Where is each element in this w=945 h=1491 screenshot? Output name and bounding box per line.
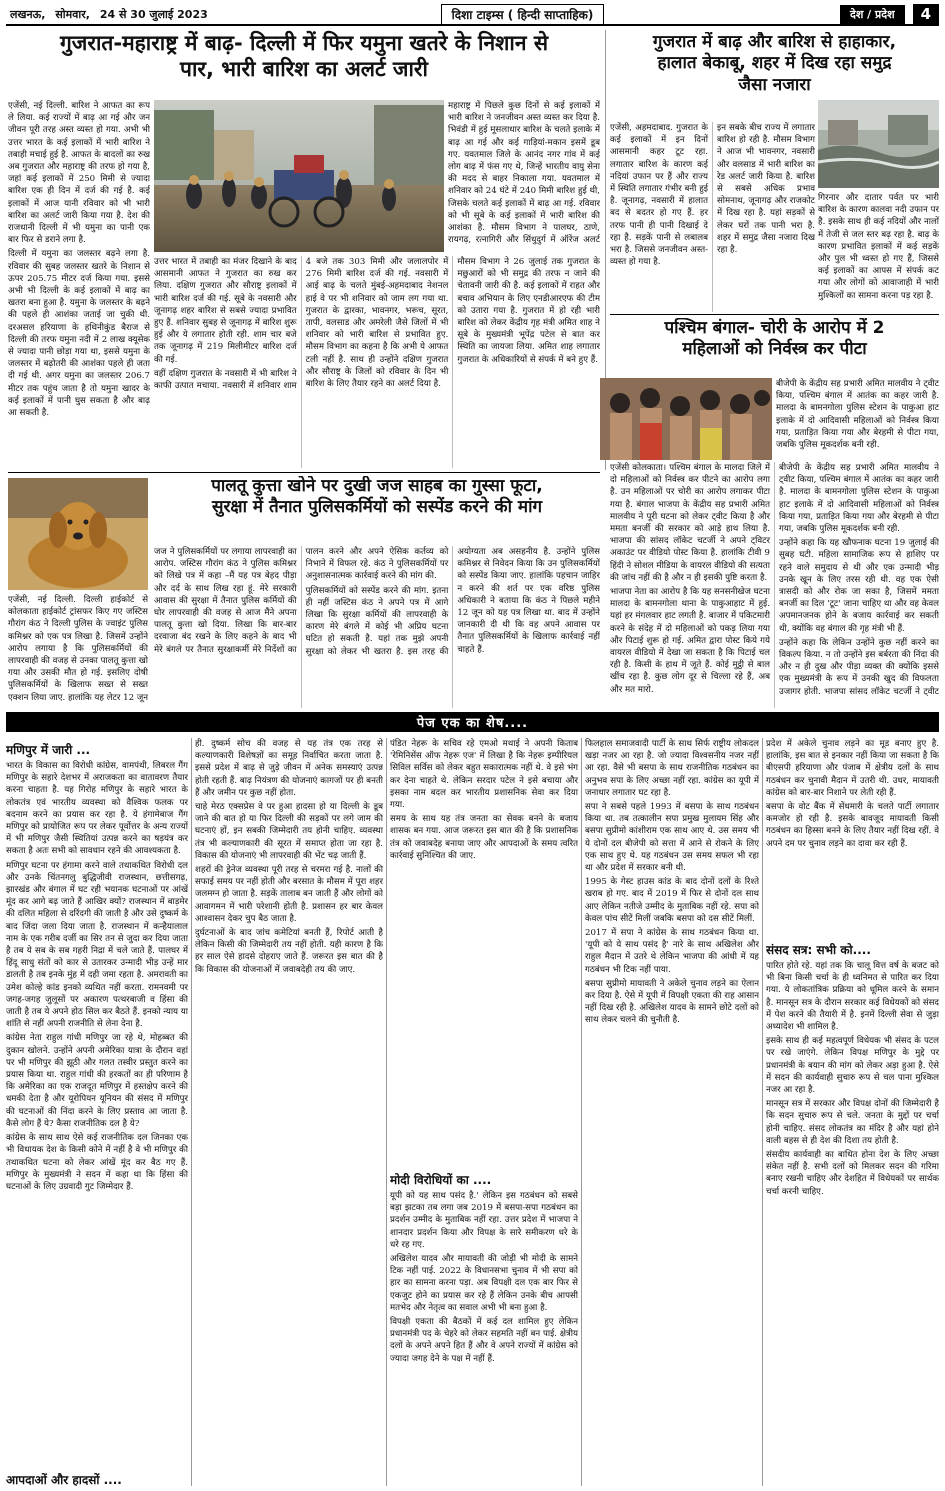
manipur-column (6, 738, 188, 1486)
story4-body (154, 546, 600, 708)
modi-heading: मोदी विरोधियों का .... (390, 1173, 492, 1187)
story3-para-1: एजेंसी कोलकाता। पश्चिम बंगाल के मालदा जिले में दो महिलाओं को निर्वस्त्र कर पीटने का आरोप लगा है. उन महिलाओं पर चोरी का आरोप लगाकर पीटा गया है. बंगाल भाजपा के केंद्रीय सह प्रभारी अमित मालवीय ने पूरी घटना को लेकर ट्वीट किया है और ममता बनर्जी की सरकार को आड़े हाथ लिया है. भाजपा की सांसद लॉकेट चटर्जी ने अपने ट्विटर अकाउंट पर वीडियो पोस्ट किया है. हालांकि टीवी 9 हिंदी ने सोशल मीडिया के वायरल वीडियो की सत्यता की जांच नहीं की है और न ही इसकी पुष्टि करता है. (610, 463, 770, 583)
story4-para-1: एजेंसी, नई दिल्ली. दिल्ली हाईकोर्ट से कोलकाता हाईकोर्ट ट्रांसफर किए गए जस्टिस गौरांग कंठ ने दिल्ली पुलिस के ज्वाइंट पुलिस कमिश्नर को एक पत्र लिखा है. जिसमें उन्होंने आरोप लगाया है कि पुलिसकर्मियों की लापरवाही की वजह से उनका पालतू कुत्ता खो गया और उसकी मौत हो गई. इसलिए दोषी पुलिसकर्मियों के खिलाफ सख्त से सख्त एक्शन लिया जाए. हालांकि यह लेटर 12 जून (8, 595, 148, 703)
story1-para-4: वहीं दक्षिण गुजरात के नवसारी में भी बारिश ने काफी उत्पात मचाया. नवसारी में शनिवार शाम 4 बजे तक 303 मिमी और जलालपोर में 276 मिमी बारिश दर्ज की गई. नवसारी में आई बाढ़ के चलते मुंबई-अहमदाबाद नेशनल हाई वे पर भी शनिवार को जाम लग गया था. गुजरात के द्वारका, भावनगर, भरूच, सूरत, तापी, वलसाड और अमरेली जैसे जिलों में भी शनिवार को भारी बारिश से प्रभावित हुए. मौसम विभाग का कहना है कि अभी ये आफत टली नहीं है. साथ ही उन्होंने दक्षिण गुजरात और सौराष्ट्र के जिलों को रविवार के दिन भी बारिश के लिए तैयार रहने का अलर्ट दिया है. (154, 257, 449, 392)
story1-col-c (448, 100, 600, 254)
paper-name: दिशा टाइम्स ( हिन्दी साप्ताहिक) (441, 4, 605, 25)
story1-para-1: एजेंसी, नई दिल्ली. बारिश ने आफत का रूप ले लिया. कई राज्यों में बाढ़ आ गई और जन जीवन पूरी तरह अस्त व्यस्त हो गया. अभी भी उत्तर भारत के कई इलाकों में भारी बारिश ने तबाही मचाई हुई है. आफत के बादलों का रुख अब गुजरात और महाराष्ट्र की तरफ हो गया है, जहां कई इलाकों में 250 मिमी से ज्यादा बारिश एक ही दिन में दर्ज की गई है. कई इलाकों में आज यानी रविवार को भी भारी बारिश का अलर्ट जारी किया गया है. देश की राजधानी दिल्ली में भी यमुना का पानी एक बार फिर से डराने लगा है. (8, 101, 150, 246)
divider-h-story3 (610, 314, 939, 315)
story3-para-3: बीजेपी के केंद्रीय सह प्रभारी अमित मालवीय ने ट्वीट किया, पश्चिम बंगाल में आतंक का कहर जारी है. मालदा के बामनगोला पुलिस स्टेशन के पाकुआ हाट इलाके में दो आदिवासी महिलाओं को निर्वस्त्र किया गया, प्रताड़ित किया गया और बेरहमी से पीटा गया, जबकि पुलिस मूकदर्शक बनी रही. (779, 463, 939, 535)
story4-headline (154, 476, 600, 542)
modi-section (390, 1168, 578, 1486)
section-tag: देश / प्रदेश (840, 5, 905, 24)
far-right-column (766, 738, 939, 934)
story3-headline-line1: पश्चिम बंगाल- चोरी के आरोप में 2 (664, 318, 885, 338)
middle-para-4: दुर्घटनाओं के बाद जांच कमेटियां बनती हैं, रिपोर्ट आती है लेकिन किसी की जिम्मेदारी तय नहीं होती. यही कारण है कि हर साल ऐसे हादसे दोहराए जाते हैं. जरूरत इस बात की है कि विकास की योजनाओं में जवाबदेही तय की जाए. (195, 928, 383, 975)
story2-para-3: गिरनार और दातार पर्वत पर भारी बारिश के कारण कालवा नदी उफान पर है. इसके साथ ही कई नदियों और नालों में तेजी से जल स्तर बढ़ रहा है. बाढ़ के कारण प्रभावित इलाकों में कई सड़कें और पुल भी ध्वस्त हो गए हैं, जिससे कई इलाकों का आपस में संपर्क कट गया और लोगों को आवाजाही में भारी मुश्किलों का सामना करना पड़ रहा है. (818, 193, 939, 301)
sansad-section (766, 938, 939, 1486)
middle-para-6: समय के साथ यह तंत्र जनता का सेवक बनने के बजाय शासक बन गया. आज जरूरत इस बात की है कि प्रशासनिक तंत्र को जवाबदेह बनाया जाए और आपदाओं के समय त्वरित कार्रवाई सुनिश्चित की जाए. (390, 814, 578, 861)
right-para-1: फिलहाल समाजवादी पार्टी के साथ सिर्फ राष्ट्रीय लोकदल खड़ा नजर आ रहा है. जो ज्यादा विश्वसनीय नजर नहीं आ रहा. वैसे भी बसपा के साथ राजनीतिक गठबंधन का अनुभव सपा के लिए अच्छा नहीं रहा. कांग्रेस का यूपी में जनाधार लगातार घट रहा है. (585, 739, 759, 798)
story1-headline-line2: पार, भारी बारिश का अलर्ट जारी (180, 57, 428, 82)
story4-headline-line2: सुरक्षा में तैनात पुलिसकर्मियों को सस्पेंड करने की मांग (211, 497, 543, 518)
story1-col-b (154, 256, 600, 468)
story2-para-2: इन सबके बीच राज्य में लगातार बारिश हो रही है. मौसम विभाग ने आज भी भावनगर, नवसारी और वलसाड में भारी बारिश का रेड अलर्ट जारी किया है. बारिश से सबसे अधिक प्रभाव सोमनाथ, जूनागढ़ और राजकोट में दिख रहा है. यहां सड़कों से लेकर घरों तक पानी भरा है. शहर में समुद्र जैसा नजारा दिख रहा है. (717, 123, 815, 256)
story4-para-2: जज ने पुलिसकर्मियों पर लगाया लापरवाही का आरोप. जस्टिस गौरांग कंठ ने पुलिस कमिश्नर को लिखे पत्र में कहा –मैं यह पत्र बेहद पीड़ा और दर्द के साथ लिख रहा हूं. मेरे सरकारी आवास की सुरक्षा में तैनात पुलिस कर्मियों की घोर लापरवाही की वजह से आज मैंने अपना पालतू कुत्ता खो दिया. लिखा कि बार-बार दरवाजा बंद रखने के लिए कहने के बाद भी मेरे बंगले पर तैनात सुरक्षाकर्मी मेरे निर्देशों का पालन करने और अपने ऐसिक कर्तव्य को निभाने में विफल रहे. कंठ ने पुलिसकर्मियों पर अनुशासनात्मक कार्रवाई करने की मांग की. (154, 547, 449, 655)
manipur-para-2: मणिपुर घटना पर हंगामा करने वाले तथाकथित विरोधी दल और उनके चिंतनगलु बुद्धिजीवी राजस्थान, छत्तीसगढ़, झारखंड और बंगाल में घट रही भयानक घटनाओं पर आंखें मूंद कर आगे बढ़ जाते हैं आखिर क्यों? राजस्थान में बाड़मेर की दलित महिला से दरिंदगी की जाती है और उसे दुष्कर्म के बाद जिंदा जला दिया जाता है. राजस्थान में कन्हैयालाल नाम के एक गरीब दर्जी का सिर तन से जुदा कर दिया जाता है तब ये सब के सब गहरी निद्रा में चले जाते हैं. पालघर में हिंदू साधु संतों को कार से उतारकर उन्मादी भीड़ उन्हें मार डालती है तब इनके मुंह में दही जमा रहता है. अमरावती का उमेश कोल्हे कांड इनको व्यथित नहीं करता. रामनवमी पर जगह-जगह जुलूसों पर अकारण पत्थरबाजी व हिंसा की जाती है तब ये अपने होठ सिल कर बैठते हैं. इनको न्याय या शांति से नहीं अपनी राजनीति से लेना देना है. (6, 860, 188, 1030)
story2-headline-line1: गुजरात में बाढ़ और बारिश से हाहाकार, (652, 32, 897, 52)
story1-para-6: महाराष्ट्र में पिछले कुछ दिनों से कई इलाकों में भारी बारिश ने जनजीवन अस्त व्यस्त कर दिया है. भिवंडी में हुई मूसलाधार बारिश के चलते इलाके में बाढ़ आ गई और कई गाड़ियां-मकान इसमें डूब गए. यवतमाल जिले के आनंद नगर गांव में कई लोग बाढ़ में फंस गए थे, जिन्हें भारतीय वायु सेना की मदद से बाहर निकाला गया. यवतमाल में शनिवार को 24 घंटे में 240 मिमी बारिश हुई थी, जिसके चलते कई इलाकों में बाढ़ आ गई. रविवार को भी सूबे के कई इलाकों में भारी बारिश की आशंका है. मौसम विभाग ने पालघर, ठाणे, रायगढ़, रत्नागिरी और सिंधुदुर्ग में ऑरेंज अलर्ट (448, 101, 600, 246)
manipur-para-3: कांग्रेस नेता राहुल गांधी मणिपुर जा रहे थे, मोहब्बत की दुकान खोलने. उन्होंने अपनी अमेरिका यात्रा के दौरान वहां पर भी मणिपुर की झूठी और गलत तस्वीर प्रस्तुत करने का प्रयास किया था. राहुल गांधी की हरकतों का ही परिणाम है कि अमेरिका का एक राजदूत मणिपुर में हस्तक्षेप करने की धमकी देता है और यूरोपियन यूनियन की संसद में मणिपुर की घटनाओं की निंदा करने के लिए प्रस्ताव आ जाता है. कैसे लोग हैं ये? कैसा राजनीतिक दल है ये? (6, 1033, 188, 1129)
middle-para-3: शहरों की ड्रेनेज व्यवस्था पूरी तरह से चरमरा गई है. नालों की सफाई समय पर नहीं होती और बरसात के मौसम में पूरा शहर जलमग्न हो जाता है. सड़कें तालाब बन जाती हैं और लोगों को आवागमन में भारी परेशानी होती है. प्रशासन हर बार केवल आश्वासन देकर चुप बैठ जाता है. (195, 865, 383, 924)
sansad-heading: संसद सत्र: सभी को.... (766, 943, 871, 957)
middle-para-5: पंडित नेहरू के सचिव रहे एमओ मथाई ने अपनी किताब 'रेमिनिसेंस ऑफ नेहरू एज' में लिखा है कि नेहरू इम्पीरियल सिविल सर्विस को लेकर बहुत सकारात्मक नहीं थे. वे इसे भंग कर देना चाहते थे. लेकिन सरदार पटेल ने इसे बचाया और इसका नाम बदल कर भारतीय प्रशासनिक सेवा कर दिया गया. (390, 739, 578, 811)
masthead-right (789, 4, 939, 24)
middle-column-2 (390, 738, 578, 1163)
story4-headline-line1: पालतू कुत्ता खोने पर दुखी जज साहब का गुस्सा फूटा, (211, 476, 543, 496)
manipur-para-4: कांग्रेस के साथ साथ ऐसे कई राजनीतिक दल जिनका एक भी विधायक देश के किसी कोने में नहीं है वे भी मणिपुर की तथाकथित घटना को लेकर आंखें मूंद कर बैठ गए हैं. मणिपुर के मुख्यमंत्री ने सदन में कहा था कि हिंसा की घटनाओं के लिए उग्रवादी गुट जिम्मेदार हैं. (6, 1133, 188, 1192)
far-right-para-1: प्रदेश में अकेले चुनाव लड़ने का मूड बनाए हुए है. हालांकि, इस बात से इनकार नहीं किया जा सकता है कि बीएसपी हरियाणा और पंजाब में क्षेत्रीय दलों के साथ गठबंधन कर चुनावी मैदान में उतरी थी. उधर, मायावती कांग्रेस को बार-बार निशाने पर लेती रही हैं. (766, 739, 939, 798)
story3-body (610, 462, 939, 708)
right-para-3: 1995 के गेस्ट हाउस कांड के बाद दोनों दलों के रिश्ते खराब हो गए. बाद में 2019 में फिर से दोनों दल साथ आए लेकिन नतीजे उम्मीद के मुताबिक नहीं रहे. सपा को केवल पांच सीटें मिलीं जबकि बसपा को दस सीटें मिलीं. (585, 877, 759, 924)
right-para-2: सपा ने सबसे पहले 1993 में बसपा के साथ गठबंधन किया था. तब तत्कालीन सपा प्रमुख मुलायम सिंह और बसपा सुप्रीमो कांशीराम एक साथ आए थे. उस समय भी ये दोनों दल बीजेपी को सत्ता में आने से रोकने के लिए एक साथ हुए थे. यह गठबंधन उस समय सफल भी रहा था और प्रदेश में सरकार बनी थी. (585, 802, 759, 874)
divider-v-2 (191, 738, 192, 1486)
story3-para-3-top: बीजेपी के केंद्रीय सह प्रभारी अमित मालवीय ने ट्वीट किया, पश्चिम बंगाल में आतंक का कहर जारी है. मालदा के बामनगोला पुलिस स्टेशन के पाकुआ हाट इलाके में दो आदिवासी महिलाओं को निर्वस्त्र किया गया, प्रताड़ित किया गया और बेरहमी से पीटा गया, जबकि पुलिस मूकदर्शक बनी रही. (776, 379, 939, 451)
modi-para-1: यूपी को यह साथ पसंद है.' लेकिन इस गठबंधन को सबसे बड़ा झटका तब लगा जब 2019 में बसपा-सपा गठबंधन का प्रदर्शन उम्मीद के मुताबिक नहीं रहा. उत्तर प्रदेश में भाजपा ने शानदार प्रदर्शन किया और विपक्ष के सारे समीकरण धरे के धरे रह गए. (390, 1191, 578, 1250)
masthead-dates: 24 से 30 जुलाई 2023 (99, 7, 208, 21)
story1-headline-line1: गुजरात-महाराष्ट्र में बाढ़- दिल्ली में फिर यमुना खतरे के निशान से (59, 31, 549, 55)
divider-h-story4 (8, 472, 600, 473)
right-column (585, 738, 759, 1486)
story2-para-1: एजेंसी, अहमदाबाद. गुजरात के कई इलाकों में इन दिनों आसमानी कहर टूट रहा. लगातार बारिश के कारण कई नदियां उफान पर हैं और राज्य में स्थिति लगातार गंभीर बनी हुई है. जूनागढ़, नवसारी में हालात बद से बदतर हो गए हैं. हर तरफ पानी ही पानी दिखाई दे रहा है. सड़कें पानी से लबालब भरा है. जिससे जनजीवन अस्त-व्यस्त हो गया है. (610, 123, 708, 268)
middle-column (195, 738, 383, 1486)
manipur-heading: मणिपुर में जारी ... (6, 743, 91, 757)
masthead-dateline (6, 4, 256, 24)
divider-v-3 (386, 738, 387, 1486)
middle-para-1: ही. दुष्कर्म सोच की वजह से यह तंत्र एक तरह से कल्याणकारी विशेषज्ञों का समूह निर्वाचित करता जाता है. इससे प्रदेश में बाढ़ से जुड़े जीवन में अनेक समस्याएं उत्पन्न होती रहती हैं. बाढ़ नियंत्रण की योजनाएं कागजों पर ही बनती हैं और जमीन पर कुछ नहीं होता. (195, 739, 383, 798)
story1-para-3: उत्तर भारत में तबाही का मंजर दिखाने के बाद आसमानी आफत ने गुजरात का रुख कर लिया. दक्षिण गुजरात और सौराष्ट्र इलाकों में भारी बारिश दर्ज की गई. सूबे के नवसारी और जूनागढ़ शहर बारिश से सबसे ज्यादा प्रभावित हुए हैं. शनिवार सुबह से जूनागढ़ में बारिश शुरू हुई और ये लगातार होती रही. शाम चार बजे तक जूनागढ़ में 219 मिलीमीटर बारिश दर्ज की गई. (154, 257, 297, 365)
manipur-para-1: भारत के विकास का विरोधी कांग्रेस, वामपंथी, लिबरल गैंग मणिपुर के सहारे देशभर में अराजकता का वातावरण तैयार करना चाहता है. यह गिरोह मणिपुर के सहारे भारत के लोकतंत्र एवं भारतीय व्यवस्था को वैश्विक फलक पर बदनाम करने का प्रयास कर रहा है. ये हंगामेबाज गैंग मणिपुर को प्रायोजित रूप पर लेकर पूर्वोत्तर के अन्य राज्यों में भी मणिपुर जैसी स्थितियां उत्पन्न करने का षड़यंत्र कर सकता है अतः सभी को सावधान रहने की आवश्यकता है. (6, 761, 188, 857)
story3-headline (610, 318, 939, 374)
masthead-day: सोमवार, (55, 7, 90, 21)
story4-col-a (8, 594, 148, 708)
story2-body (610, 122, 815, 312)
sansad-para-3: मानसून सत्र में सरकार और विपक्ष दोनों की जिम्मेदारी है कि सदन सुचारु रूप से चले. जनता के मुद्दों पर चर्चा होनी चाहिए. संसद लोकतंत्र का मंदिर है और यहां होने वाली बहस से ही देश की दिशा तय होती है. (766, 1099, 939, 1146)
modi-para-2: अखिलेश यादव और मायावती की जोड़ी भी मोदी के सामने टिक नहीं पाई. 2022 के विधानसभा चुनाव में भी सपा को हार का सामना करना पड़ा. अब विपक्षी दल एक बार फिर से एकजुट होने का प्रयास कर रहे हैं लेकिन उनके बीच आपसी मतभेद और नेतृत्व का सवाल अभी भी बना हुआ है. (390, 1254, 578, 1313)
right-para-5: बसपा सुप्रीमो मायावती ने अकेले चुनाव लड़ने का ऐलान कर दिया है. ऐसे में यूपी में विपक्षी एकता की राह आसान नहीं दिख रही है. अखिलेश यादव के सामने छोटे दलों को साथ लेकर चलने की चुनौती है. (585, 978, 759, 1026)
story1-para-5: मौसम विभाग ने 26 जुलाई तक गुजरात के मछुआरों को भी समुद्र की तरफ न जाने की चेतावनी जारी की है. कई इलाकों में राहत और बचाव अभियान के लिए एनडीआरएफ की टीम को उतारा गया है. गुजरात में हो रही भारी बारिश को लेकर केंद्रीय गृह मंत्री अमित शाह ने सूबे के मुख्यमंत्री भूपेंद्र पटेल से बात कर स्थिति का जायजा लिया. अमित शाह लगातार गुजरात के अधिकारियों से संपर्क में बने हुए हैं. (457, 257, 600, 365)
story4-para-3: पुलिसकर्मियों को सस्पेंड करने की मांग. इतना ही नहीं जस्टिस कंठ ने अपने पत्र में आगे लिखा कि सुरक्षा कर्मियों की लापरवाही के कारण मेरे बंगले में कोई भी अप्रिय घटना घटित हो सकती है. यहां तक मुझे अपनी सुरक्षा को लेकर भी खतरा है. इस तरह की अयोग्यता अब असहनीय है. उन्होंने पुलिस कमिश्नर से निवेदन किया कि उन पुलिसकर्मियों को सस्पेंड किया जाए. हालांकि पहचान जाहिर न करने की शर्त पर एक वरिष्ठ पुलिस अधिकारी ने बताया कि कंठ ने पिछले महीने 12 जून को यह पत्र लिखा था. बाद में उन्होंने जानकारी दी थी कि वह अपने आवास पर तैनात पुलिसकर्मियों के खिलाफ कार्रवाई नहीं चाहते हैं. (305, 547, 600, 657)
masthead-paper (256, 4, 789, 24)
flood-photo (154, 100, 444, 252)
dog-photo (8, 478, 148, 590)
divider-v-4 (581, 738, 582, 1486)
page-number: 4 (913, 4, 939, 24)
sansad-para-1: पारित होते रहे. यहां तक कि चालू वित्त वर्ष के बजट को भी बिना किसी चर्चा के ही ध्वनिमत से पारित कर दिया गया. ये लोकतांत्रिक प्रक्रिया को धूमिल करने के समान है. मानसून सत्र के दौरान सरकार कई विधेयकों को संसद में पेश करने की तैयारी में है. इनमें दिल्ली सेवा से जुड़ा अध्यादेश भी शामिल है. (766, 961, 939, 1033)
story2-headline-line3: जैसा नजारा (738, 74, 811, 95)
story3-para-4: उन्होंने कहा कि यह खौफनाक घटना 19 जुलाई की सुबह घटी. महिला सामाजिक रूप से हाशिए पर रहने वाले समुदाय से थी और एक उन्मादी भीड़ उनके खून के लिए तरस रही थी. वह एक ऐसी त्रासदी को और रोक जा सका है, जिसमें ममता बनर्जी का दिल 'टूट' जाना चाहिए था और वह केवल अपमानजनक होने के बजाय कार्रवाई कर सकती थी, क्योंकि वह बंगाल की गृह मंत्री भी हैं. (779, 538, 939, 634)
middle-para-2: चाहे मेरठ एक्सप्रेस वे पर हुआ हादसा हो या दिल्ली के डूब जाने की बात हो या फिर दिल्ली की सड़कों पर लगे जाम की घटनाएं हों, इन सबकी जिम्मेदारी तय होनी चाहिए. व्यवस्था तंत्र भी कल्याणकारी की सूरत में समाप्त होता जा रहा है. विकास की योजनाएं भी लापरवाही की भेंट चढ़ जाती हैं. (195, 802, 383, 861)
story1-para-2: दिल्ली में यमुना का जलस्तर बढ़ने लगा है. रविवार की सुबह जलस्तर खतरे के निशान से ऊपर 205.75 मीटर दर्ज किया गया. इससे अभी भी दिल्ली के कई इलाकों में बाढ़ का खतरा बना हुआ है. यमुना के जलस्तर के बढ़ने की पहले ही आशंका जताई जा चुकी थी. दरअसल हरियाणा के हथिनीकुंड बैराज से दिल्ली की तरफ यमुना नदी में 2 लाख क्यूसेक से ज्यादा पानी छोड़ा गया था, इससे यमुना के जलस्तर में बढ़ोतरी की आशंका पहले ही जता दी गई थी. अगर यमुना का जलस्तर 206.7 मीटर तक पहुंच जाता है तो यमुना खादर के कई इलाकों में पानी घुस सकता है और बाढ़ आ सकती है. (8, 249, 150, 419)
sansad-para-4: संसदीय कार्यवाही का बाधित होना देश के लिए अच्छा संकेत नहीं है. सभी दलों को मिलकर सदन की गरिमा बनाए रखनी चाहिए और देशहित में विधेयकों पर सार्थक चर्चा करनी चाहिए. (766, 1150, 939, 1197)
masthead-city: लखनऊ, (10, 7, 46, 21)
story2-body-right (818, 192, 939, 312)
continuation-banner: पेज एक का शेष.... (6, 712, 939, 732)
right-para-4: 2017 में सपा ने कांग्रेस के साथ गठबंधन किया था. 'यूपी को ये साथ पसंद है' नारे के साथ अखिलेश और राहुल मैदान में उतरे थे लेकिन भाजपा की आंधी में यह गठबंधन भी टिक नहीं पाया. (585, 928, 759, 975)
story3-headline-line2: महिलाओं को निर्वस्त्र कर पीटा (682, 339, 867, 360)
story3-para-5: उन्होंने कहा कि लेकिन उन्होंने कुछ नहीं करने का विकल्प किया. न तो उन्होंने इस बर्बरता की निंदा की और न ही दुख और पीड़ा व्यक्त की क्योंकि इससे एक मुख्यमंत्री के रूप में उनकी खुद की विफलता उजागर होती. भाजपा सांसद लॉकेट चटर्जी ने ट्वीट (779, 637, 939, 697)
story3-body-top (776, 378, 939, 460)
aapdao-heading-box (6, 1468, 188, 1488)
story1-headline (8, 30, 600, 96)
aapdao-heading: आपदाओं और हादसों .... (6, 1473, 122, 1487)
divider-v-5 (762, 738, 763, 1486)
crowd-photo (600, 378, 772, 460)
masthead (6, 4, 939, 26)
sansad-para-2: इसके साथ ही कई महत्वपूर्ण विधेयक भी संसद के पटल पर रखे जाएंगे. लेकिन विपक्ष मणिपुर के मुद्दे पर प्रधानमंत्री के बयान की मांग को लेकर अड़ा हुआ है. ऐसे में सदन की कार्यवाही सुचारु रूप से चल पाना मुश्किल नजर आ रहा है. (766, 1036, 939, 1096)
modi-para-3: विपक्षी एकता की बैठकों में कई दल शामिल हुए लेकिन प्रधानमंत्री पद के चेहरे को लेकर सहमति नहीं बन पाई. क्षेत्रीय दलों के अपने अपने हित हैं और वे अपने राज्यों में कांग्रेस को ज्यादा जगह देने के पक्ष में नहीं हैं. (390, 1317, 578, 1364)
story1-col-a (8, 100, 150, 468)
story2-headline-line2: हालात बेकाबू, शहर में दिख रहा समुद्र (657, 53, 892, 74)
story3-para-2: भाजपा नेता का आरोप है कि यह सनसनीखेज घटना मालदा के बामनगोला थाना के पाकुआहाट में हुई. यहां हर मंगलवार हाट लगती है. बाजार में पकिटमारी करने के संदेह में दो महिलाओं को पकड़ लिया गया और पिटाई शुरू हो गई. अमित द्वारा पोस्ट किये गये वायरल वीडियो में देखा जा सकता है कि पिटाई चल रही है. किसी के हाथ में जूते हैं. कोई मुट्ठी से बाल खींच रहा है. कुछ लोग दूर से चिल्ला रहे हैं, अब और मत मारो. (610, 587, 770, 695)
far-right-para-2: बसपा के वोट बैंक में सेंधमारी के चलते पार्टी लगातार कमजोर हो रही है. इसके बावजूद मायावती किसी गठबंधन का हिस्सा बनने के लिए तैयार नहीं दिख रहीं. वे अपने दम पर चुनाव लड़ने का दावा कर रही हैं. (766, 802, 939, 849)
gujarat-flood-photo (818, 100, 939, 188)
